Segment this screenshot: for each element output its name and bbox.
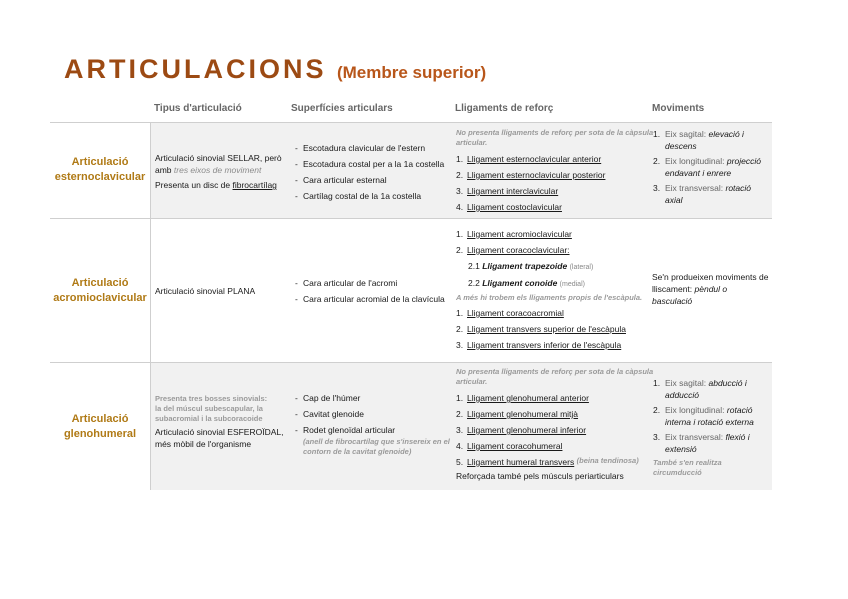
list-item: 3. Eix transversal: flexió i extensió [653,432,750,454]
superficies-acromioclavicular [295,277,445,309]
list-item: 2. Eix longitudinal: rotació interna i rotació externa [653,405,754,427]
divider [50,218,772,219]
list-item: 3. Eix transversal: rotació axial [653,183,751,205]
tipus-acromioclavicular: Articulació sinovial PLANA [155,286,256,296]
list-item: - Cap de l'húmer [295,393,361,403]
list-item: 5. Lligament humeral transvers (beina tendinosa) [456,456,639,467]
moviments-glenohumeral: 1. Eix sagital: abducció i adducció 2. Eix longitudinal: rotació interna i rotació externa 3. Eix transversal: flexió i extensió També s'en realitza circumducció [653,377,771,478]
lligaments-glenohumeral: No presenta lligaments de reforç per sota de la càpsula articular. 1. Lligament glenohumeral anterior 2. Lligament glenohumeral mitjà 3. Lligament glenohumeral inferior 4. Lligament coracohumeral 5. Lligament humeral transvers (beina tendinosa) Reforçada també pels músculs periarticulars [456,367,654,481]
header-superficies: Superfícies articulars [291,103,393,114]
list-item: 1. Lligament coracoacromial [456,308,564,318]
row-name-esternoclavicular: Articulació esternoclavicular [54,156,146,183]
divider [50,362,772,363]
row-name-acromioclavicular: Articulació acromioclavicular [53,277,147,304]
superficies-esternoclavicular [295,142,444,206]
page-title [64,54,486,85]
list-item: - Cara articular esternal [295,175,387,185]
divider [50,122,772,123]
header-tipus: Tipus d'articulació [154,103,242,114]
title-main: ARTICULACIONS [64,54,327,84]
column-divider [150,122,151,490]
list-item: 1. Lligament acromioclavicular [456,229,572,239]
superficies-glenohumeral: - Cap de l'húmer - Cavitat glenoide - Rodet glenoïdal articular (anell de fibrocartílag que s'insereix en el contorn de la cavitat glenoide) [295,393,450,456]
header-lligaments: Lligaments de reforç [455,103,554,114]
list-item: 2. Lligament coracoclavicular: [456,245,570,255]
lligaments-esternoclavicular: No presenta lligaments de reforç per sota de la càpsula articular. 1. Lligament esternoclavicular anterior 2. Lligament esternoclavicular posterior 3. Lligament interclavicular 4. Lligament costoclavicular [456,128,654,212]
list-item: 3. Lligament transvers inferior de l'escàpula [456,340,622,350]
list-item: 4. Lligament coracohumeral [456,441,563,451]
moviments-esternoclavicular [653,128,771,209]
list-item: 3. Lligament interclavicular [456,186,559,196]
list-item: - Cavitat glenoide [295,409,364,419]
lligaments-acromioclavicular: 1. Lligament acromioclavicular 2. Lligament coracoclavicular: 2.1 Lligament trapezoide (lateral) 2.2 Lligament conoide (medial) A més hi trobem els lligaments propis de l'escàpula. 1. Lligament coracoacromial 2. Lligament transvers superior de l'escàpula 3. Lligament transvers inferior de l'escàpula [456,229,643,350]
list-item: - Cara articular acromial de la clavícula [295,294,445,304]
list-item: 2. Lligament esternoclavicular posterior [456,170,606,180]
list-item: - Escotadura clavicular de l'estern [295,143,426,153]
title-sub: (Membre superior) [336,63,487,82]
row-name-glenohumeral: Articulació glenohumeral [63,413,137,440]
list-item: 3. Lligament glenohumeral inferior [456,425,587,435]
header-moviments: Moviments [652,103,705,114]
list-item: - Rodet glenoïdal articular [295,425,396,435]
list-item: 4. Lligament costoclavicular [456,202,562,212]
tipus-glenohumeral: Presenta tres bosses sinovials: la del múscul subescapular, la subacromial i la subcoracoide Articulació sinovial ESFEROÏDAL, més mòbil de l'organisme [155,394,284,449]
list-item: 1. Eix sagital: abducció i adducció [653,378,747,400]
list-item: - Cartílag costal de la 1a costella [295,191,422,201]
moviments-acromioclavicular: Se'n produeixen moviments de lliscament: pèndul o basculació [652,272,769,306]
list-item: 2. Eix longitudinal: projecció endavant i enrere [653,156,761,178]
list-item: 1. Eix sagital: elevació i descens [653,129,744,151]
list-item: 2. Lligament glenohumeral mitjà [456,409,579,419]
list-item: 1. Lligament esternoclavicular anterior [456,154,602,164]
list-item: 1. Lligament glenohumeral anterior [456,393,589,403]
tipus-esternoclavicular: Articulació sinovial SELLAR, però amb tres eixos de moviment Presenta un disc de fibrocartílag [155,153,282,190]
list-item: 2. Lligament transvers superior de l'escàpula [456,324,626,334]
list-item: - Cara articular de l'acromi [295,278,398,288]
list-item: - Escotadura costal per a la 1a costella [295,159,445,169]
